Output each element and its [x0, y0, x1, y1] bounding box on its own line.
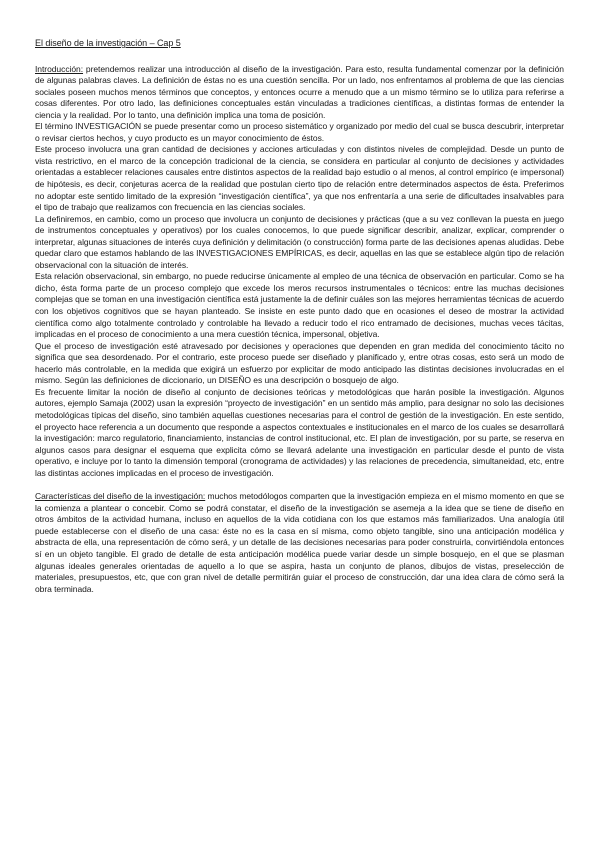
intro-text: pretendemos realizar una introducción al diseño de la investigación. Para esto, resulta fundamental comenzar por la definición de algunas palabras claves. La definición de éstas no es una cuestión sencilla. Por un lado, nos enfrentamos al problema de que las ciencias sociales poseen muchos menos términos que conceptos, y entonces ocurre a menudo que a un mismo término se lo utiliza para referirse a cosas diferentes. Por otro lado, las definiciones conceptuales están vinculadas a tradiciones científicas, a distintas formas de entender la ciencia y la realidad. Por lo tanto, una definición implica una toma de posición. — [35, 63, 564, 120]
intro-paragraph — [35, 64, 564, 122]
paragraph-relacion-observacional: Esta relación observacional, sin embargo, no puede reducirse únicamente al empleo de una técnica de observación en particular. Como se ha dicho, ésta forma parte de un proceso complejo que excede los meros recursos instrumentales o técnicos: entre las muchas decisiones complejas que se toman en una investigación científica está justamente la de definir cuáles son las mejores herramientas técnicas de acuerdo con los objetivos cognitivos que se hayan planteado. Se insiste en este punto dado que en ocasiones el deseo de mostrar la actividad científica como algo totalmente controlado y controlable ha llevado a reducir todo el rico entramado de decisiones, muchas veces tácitas, implicadas en el proceso de conocimiento a una mera cuestión técnica, impersonal, objetiva. — [35, 271, 564, 340]
characteristics-paragraph — [35, 491, 564, 595]
section-gap — [35, 479, 564, 491]
paragraph-investigacion: El término INVESTIGACIÓN se puede presentar como un proceso sistemático y organizado por medio del cual se busca descubrir, interpretar o revisar ciertos hechos, y cuyo producto es un mayor conocimiento de éstos. — [35, 121, 564, 143]
paragraph-proyecto: Es frecuente limitar la noción de diseño al conjunto de decisiones teóricas y metodológicas que harán posible la investigación. Algunos autores, ejemplo Samaja (2002) usan la expresión “proyecto de investigación” en un sentido más amplio, para designar no solo las decisiones metodológicas típicas del diseño, sino también aquellas cuestiones necesarias para el control de gestión de la investigación. En este sentido, el proyecto hace referencia a un documento que responde a aspectos contextuales e institucionales en el marco de los cuales se desarrollará la investigación: marco regulatorio, financiamiento, instancias de control institucional, etc. El plan de investigación, por su parte, se reserva en algunos casos para designar el esquema que explicita cómo se llevará adelante una investigación en particular desde el punto de vista operativo, e incluye por lo tanto la dimensión temporal (cronograma de actividades) y las relaciones de precedencia, simultaneidad, etc, entre las distintas acciones implicadas en el proceso de investigación. — [35, 386, 564, 478]
characteristics-text: muchos metodólogos comparten que la investigación empieza en el mismo momento en que se la comienza a plantear o concebir. Como se podrá constatar, el diseño de la investigación se asemeja a la idea que se tiene de diseño en otros ámbitos de la actividad humana, incluso en aquellos de la vida cotidiana con los que estamos más familiarizados. Una analogía útil puede establecerse con el diseño de una casa: éste no es la casa en sí misma, como objeto tangible, sino una anticipación modélica y abstracta de ella, una representación de cómo será, y un detalle de las decisiones necesarias para poder construirla, convirtiéndola entonces sí en un objeto tangible. El grado de detalle de esta anticipación modélica puede variar desde un simple bosquejo, en el que se plasman algunas ideales generales orientadas de aquello a lo que se aspira, hasta un conjunto de planos, dibujos de vistas, preselección de materiales, presupuestos, etc, que con gran nivel de detalle permitirán guiar el proceso de construcción, dar una idea clara de cómo será la obra terminada. — [35, 491, 564, 594]
characteristics-heading: Características del diseño de la investigación: — [35, 491, 206, 502]
intro-heading: Introducción: — [35, 63, 84, 74]
paragraph-proceso: Este proceso involucra una gran cantidad de decisiones y acciones articuladas y con distintos niveles de complejidad. Desde un punto de vista restrictivo, en el marco de la concepción tradicional de la ciencia, se considera en particular al conjunto de decisiones y actividades orientadas a establecer relaciones causales entre distintos aspectos de la realidad bajo estudio o al menos, al control empírico (e impersonal) de hipótesis, es decir, conjeturas acerca de la realidad que postulan cierto tipo de relación entre determinados aspectos de ésta. Preferimos no adoptar este sentido limitado de la expresión “investigación científica”, ya que nos enfrentaría a una serie de dificultades insalvables para el tipo de trabajo que realizamos con frecuencia en las ciencias sociales. — [35, 144, 564, 213]
paragraph-definicion: La definiremos, en cambio, como un proceso que involucra un conjunto de decisiones y prácticas (que a su vez conllevan la puesta en juego de instrumentos conceptuales y operativos) por los cuales conocemos, lo que puede significar describir, analizar, explicar, comprender o interpretar, algunas situaciones de interés cuya definición y delimitación (o construcción) forma parte de las decisiones apenas aludidas. Debe quedar claro que estamos hablando de las INVESTIGACIONES EMPÍRICAS, es decir, aquellas en las que se establece algún tipo de relación observacional con la situación de interés. — [35, 213, 564, 270]
paragraph-diseno: Que el proceso de investigación esté atravesado por decisiones y operaciones que dependen en gran medida del conocimiento tácito no significa que sea desordenado. Por el contrario, este proceso puede ser diseñado y planificado y, entre otras cosas, esto será un modo de hacerlo más controlable, en la medida que exigirá un esfuerzo por explicitar de modo anticipado las distintas decisiones involucradas en el mismo. Según las definiciones de diccionario, un DISEÑO es una descripción o bosquejo de algo. — [35, 340, 564, 386]
document-title: El diseño de la investigación – Cap 5 — [35, 38, 181, 48]
